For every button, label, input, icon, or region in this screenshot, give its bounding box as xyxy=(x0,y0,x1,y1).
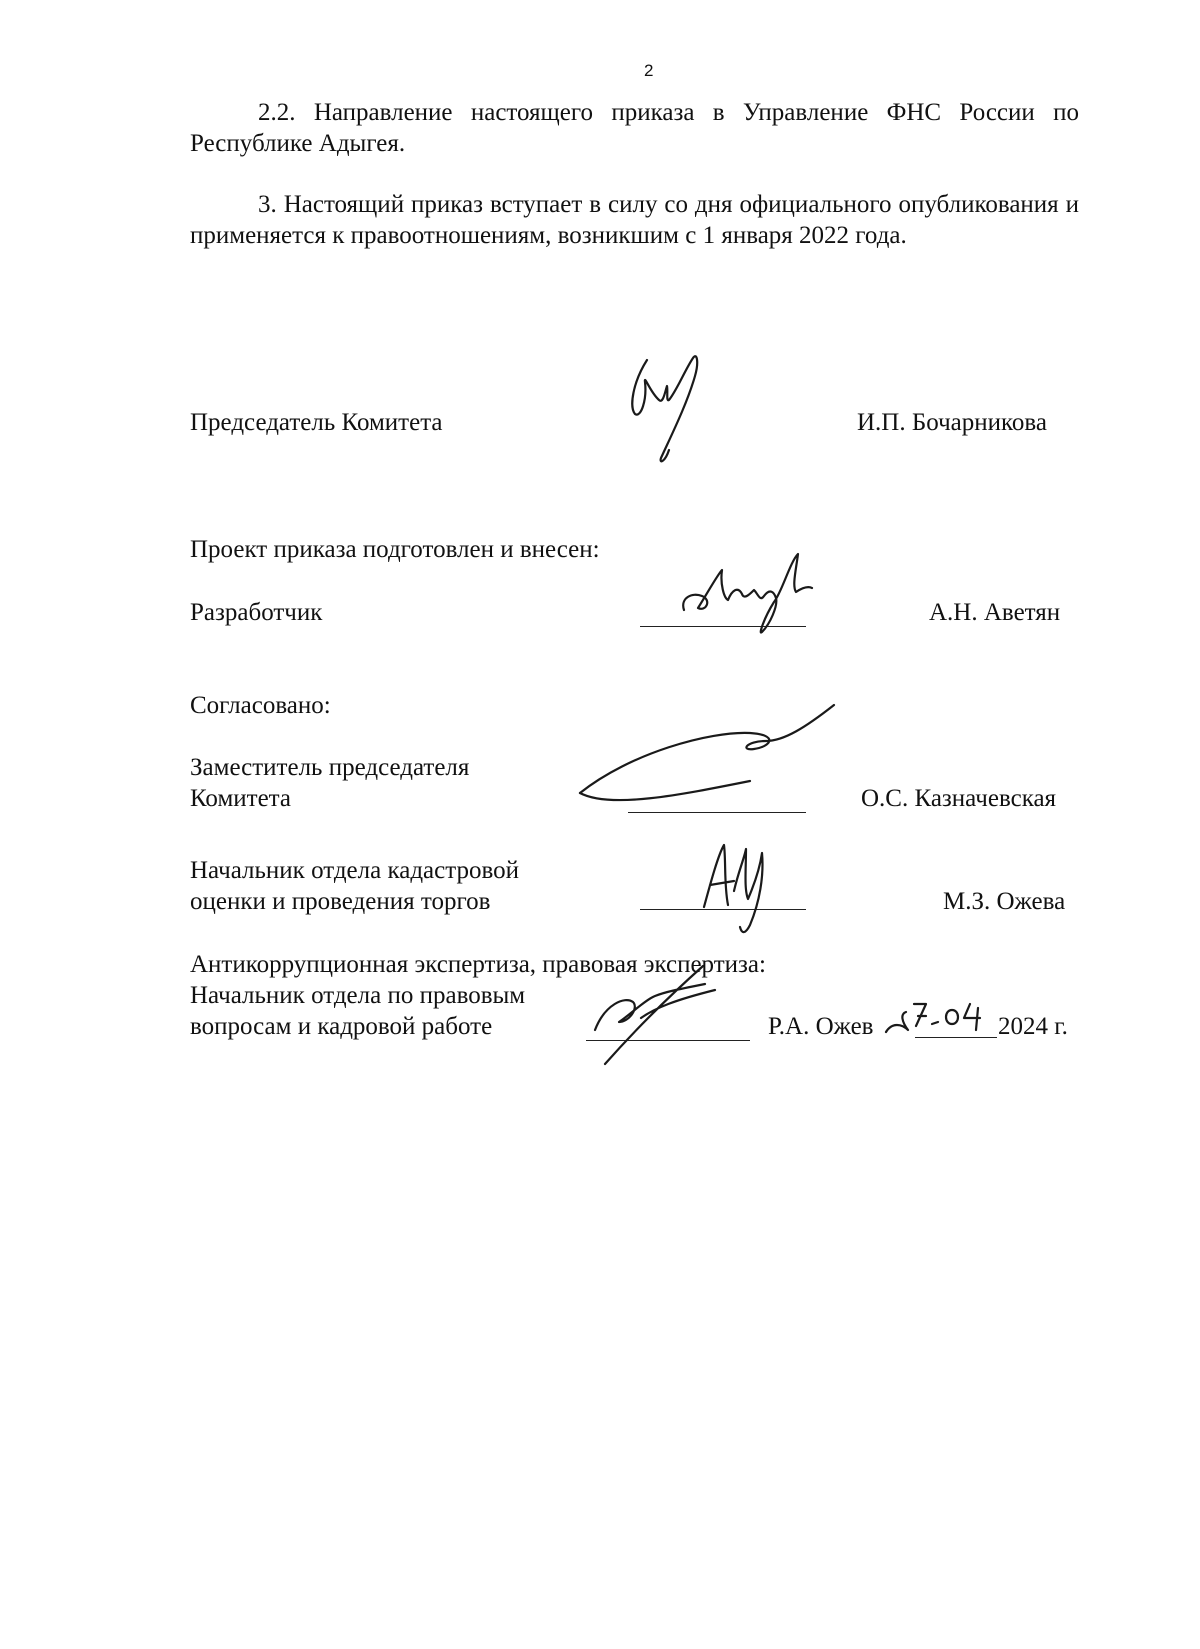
paragraph-2-2: 2.2. Направление настоящего приказа в Управление ФНС России по Республике Адыгея. xyxy=(190,99,1079,157)
developer-signature xyxy=(678,552,818,642)
cadastral-title-line1: Начальник отдела кадастровой xyxy=(190,857,519,884)
legal-heading: Антикоррупционная экспертиза, правовая экспертиза: xyxy=(190,951,766,978)
developer-title: Разработчик xyxy=(190,599,323,626)
agreed-heading: Согласовано: xyxy=(190,692,331,719)
cadastral-title-line2: оценки и проведения торгов xyxy=(190,888,491,915)
chairman-signature xyxy=(625,352,725,472)
paragraph-3: 3. Настоящий приказ вступает в силу со дня официального опубликования и применяется к правоотношениям, возникшим с 1 января 2022 года. xyxy=(190,191,1079,249)
handwritten-date xyxy=(882,992,1002,1042)
legal-name: Р.А. Ожев xyxy=(768,1013,874,1040)
prepared-heading: Проект приказа подготовлен и внесен: xyxy=(190,536,600,563)
deputy-title-line1: Заместитель председателя xyxy=(190,754,470,781)
legal-signature xyxy=(585,960,745,1070)
page-number: 2 xyxy=(644,61,654,80)
cadastral-name: М.З. Ожева xyxy=(943,888,1066,915)
deputy-name: О.С. Казначевская xyxy=(861,785,1057,812)
date-year: 2024 г. xyxy=(998,1013,1068,1040)
legal-title-line1: Начальник отдела по правовым xyxy=(190,982,526,1009)
developer-name: А.Н. Аветян xyxy=(929,599,1061,626)
chairman-title: Председатель Комитета xyxy=(190,409,443,436)
legal-title-line2: вопросам и кадровой работе xyxy=(190,1013,493,1040)
cadastral-signature xyxy=(690,835,780,940)
deputy-signature xyxy=(570,703,840,813)
deputy-title-line2: Комитета xyxy=(190,785,292,812)
chairman-name: И.П. Бочарникова xyxy=(857,409,1047,436)
